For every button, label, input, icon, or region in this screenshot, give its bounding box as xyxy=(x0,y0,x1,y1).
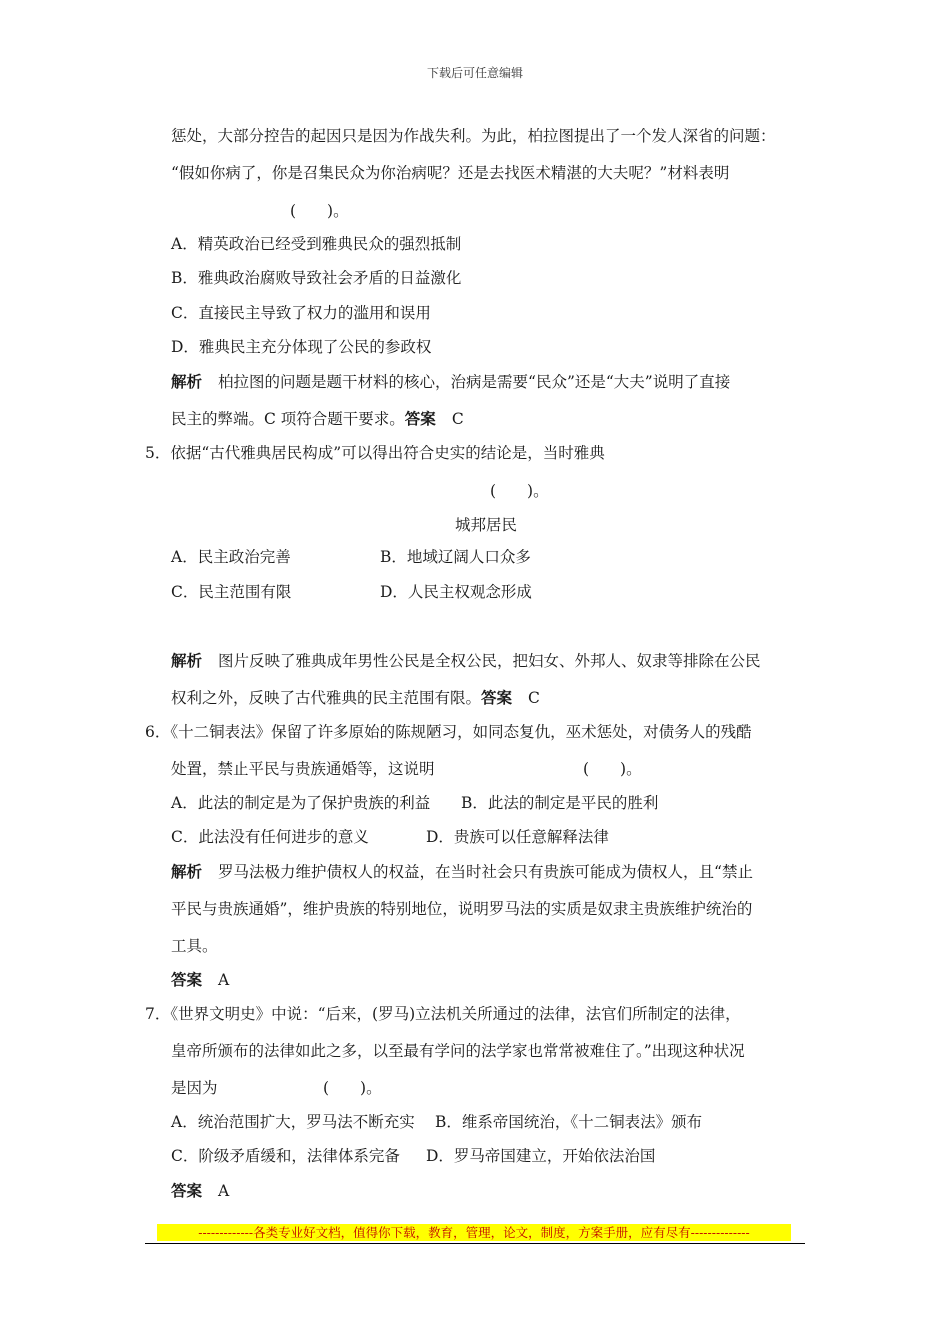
q5-answer-paren: ( )。 xyxy=(490,482,549,500)
q4-option-c: C．直接民主导致了权力的滥用和误用 xyxy=(171,304,431,322)
q6-analysis-line2: 平民与贵族通婚”，维护贵族的特别地位，说明罗马法的实质是奴隶主贵族维护统治的 xyxy=(171,900,753,918)
q4-analysis-label: 解析 xyxy=(171,372,203,391)
q4-analysis-text1: 柏拉图的问题是题干材料的核心，治病是需要“民众”还是“大夫”说明了直接 xyxy=(218,373,731,391)
q7-answer-label: 答案 xyxy=(171,1181,203,1200)
q6-answer-line xyxy=(171,970,229,990)
q5-analysis-line1 xyxy=(171,651,761,671)
q4-stem-line1: 惩处，大部分控告的起因只是因为作战失利。为此，柏拉图提出了一个发人深省的问题： xyxy=(171,127,776,145)
q4-option-d: D．雅典民主充分体现了公民的参政权 xyxy=(171,338,432,356)
q7-answer-value: A xyxy=(218,1182,230,1200)
q7-stem-line1: 7．《世界文明史》中说：“后来，(罗马)立法机关所通过的法律，法官们所制定的法律， xyxy=(145,1005,741,1023)
q4-answer-label: 答案 xyxy=(404,409,436,428)
q6-stem-line2: 处置，禁止平民与贵族通婚等，这说明 xyxy=(171,760,435,778)
q4-answer-value: C xyxy=(451,410,464,428)
q6-option-a: A．此法的制定是为了保护贵族的利益 xyxy=(171,794,431,812)
q7-option-d: D．罗马帝国建立，开始依法治国 xyxy=(426,1147,656,1165)
q5-option-d: D．人民主权观念形成 xyxy=(380,583,532,601)
q7-option-c: C．阶级矛盾缓和，法律体系完备 xyxy=(171,1147,400,1165)
q6-answer-value: A xyxy=(218,971,230,989)
q5-figure-caption: 城邦居民 xyxy=(455,516,518,534)
q7-option-a: A．统治范围扩大，罗马法不断充实 xyxy=(171,1113,415,1131)
q4-answer-paren: ( )。 xyxy=(290,202,349,220)
q6-analysis-label: 解析 xyxy=(171,862,203,881)
q6-stem-line1: 6．《十二铜表法》保留了许多原始的陈规陋习，如同态复仇，巫术惩处，对债务人的残酷 xyxy=(145,723,752,741)
footer-divider xyxy=(145,1243,805,1244)
q4-stem-line2: “假如你病了，你是召集民众为你治病呢？还是去找医术精湛的大夫呢？”材料表明 xyxy=(171,164,730,182)
q5-option-c: C．民主范围有限 xyxy=(171,583,292,601)
q7-answer-paren: ( )。 xyxy=(323,1079,382,1097)
q6-option-d: D．贵族可以任意解释法律 xyxy=(426,828,609,846)
q5-analysis-text2: 权利之外，反映了古代雅典的民主范围有限。 xyxy=(171,689,482,707)
q4-analysis-line2 xyxy=(171,409,464,429)
q5-analysis-line2 xyxy=(171,688,540,708)
q6-option-b: B．此法的制定是平民的胜利 xyxy=(461,794,659,812)
q5-answer-label: 答案 xyxy=(481,688,513,707)
q5-stem: 5．依据“古代雅典居民构成”可以得出符合史实的结论是，当时雅典 xyxy=(145,444,605,462)
q6-analysis-text1: 罗马法极力维护债权人的权益，在当时社会只有贵族可能成为债权人，且“禁止 xyxy=(218,863,753,881)
q7-stem-line2: 皇帝所颁布的法律如此之多，以至最有学问的法学家也常常被难住了。”出现这种状况 xyxy=(171,1042,745,1060)
footer-banner: -------------各类专业好文档，值得你下载，教育，管理，论文，制度，方案手册，应有尽有-------------- xyxy=(157,1224,791,1241)
q5-answer-value: C xyxy=(528,689,540,707)
q5-analysis-label: 解析 xyxy=(171,651,203,670)
q4-option-a: A．精英政治已经受到雅典民众的强烈抵制 xyxy=(171,235,462,253)
q5-option-b: B．地域辽阔人口众多 xyxy=(380,548,531,566)
q6-option-c: C．此法没有任何进步的意义 xyxy=(171,828,369,846)
page-header-note: 下载后可任意编辑 xyxy=(426,66,523,80)
q7-stem-line3: 是因为 xyxy=(171,1079,218,1097)
q7-answer-line xyxy=(171,1181,229,1201)
q7-option-b: B．维系帝国统治，《十二铜表法》颁布 xyxy=(435,1113,703,1131)
q4-analysis-line1 xyxy=(171,372,730,392)
q4-option-b: B．雅典政治腐败导致社会矛盾的日益激化 xyxy=(171,269,462,287)
q5-option-a: A．民主政治完善 xyxy=(171,548,291,566)
q5-analysis-text1: 图片反映了雅典成年男性公民是全权公民，把妇女、外邦人、奴隶等排除在公民 xyxy=(218,652,761,670)
q6-answer-paren: ( )。 xyxy=(583,760,642,778)
q6-analysis-line1 xyxy=(171,862,753,882)
q4-analysis-text2: 民主的弊端。C 项符合题干要求。 xyxy=(171,410,405,428)
q6-answer-label: 答案 xyxy=(171,970,203,989)
q6-analysis-line3: 工具。 xyxy=(171,937,218,955)
